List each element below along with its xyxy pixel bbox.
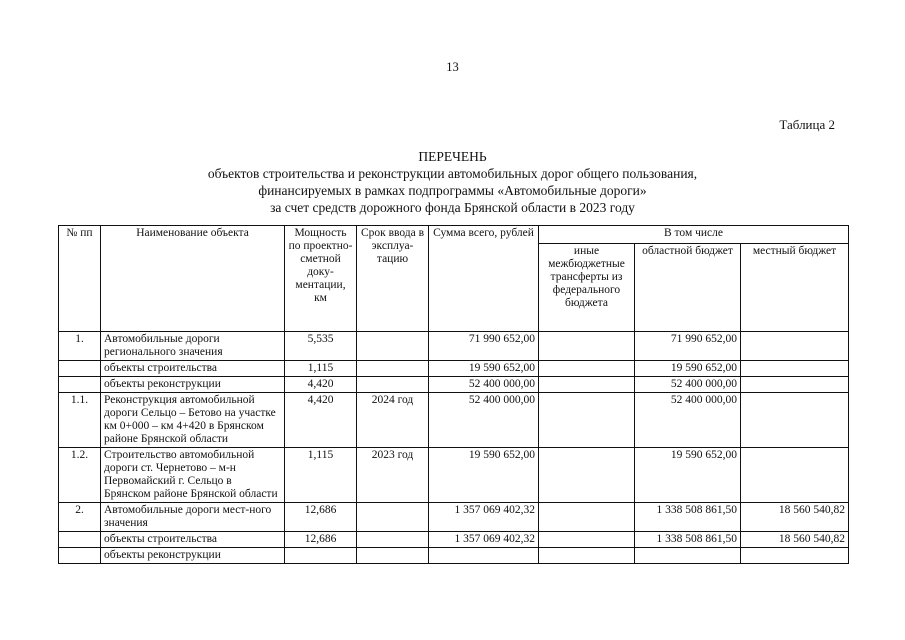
- cell-deadline: [357, 503, 429, 532]
- cell-total: 19 590 652,00: [429, 361, 539, 377]
- cell-num: 1.2.: [59, 448, 101, 503]
- cell-federal: [539, 503, 635, 532]
- cell-name: Автомобильные дороги регионального значения: [101, 332, 285, 361]
- cell-capacity: 1,115: [285, 361, 357, 377]
- cell-total: [429, 548, 539, 564]
- cell-deadline: 2024 год: [357, 393, 429, 448]
- cell-federal: [539, 377, 635, 393]
- cell-name: Реконструкция автомобильной дороги Сельцо – Бетово на участке км 0+000 – км 4+420 в Брянском районе Брянской области: [101, 393, 285, 448]
- cell-local: 18 560 540,82: [741, 503, 849, 532]
- cell-capacity: [285, 548, 357, 564]
- cell-federal: [539, 548, 635, 564]
- cell-capacity: 1,115: [285, 448, 357, 503]
- cell-deadline: [357, 332, 429, 361]
- cell-regional: 71 990 652,00: [635, 332, 741, 361]
- table-row: [59, 503, 849, 532]
- table-body: [59, 332, 849, 564]
- cell-num: [59, 548, 101, 564]
- cell-total: 52 400 000,00: [429, 393, 539, 448]
- cell-federal: [539, 332, 635, 361]
- cell-regional: 19 590 652,00: [635, 361, 741, 377]
- objects-table: [58, 225, 849, 564]
- cell-name: объекты строительства: [101, 361, 285, 377]
- document-title: [0, 148, 905, 216]
- cell-num: [59, 361, 101, 377]
- cell-num: [59, 377, 101, 393]
- table-row: [59, 361, 849, 377]
- cell-num: 2.: [59, 503, 101, 532]
- cell-num: 1.: [59, 332, 101, 361]
- cell-deadline: [357, 532, 429, 548]
- cell-regional: 52 400 000,00: [635, 377, 741, 393]
- cell-capacity: 5,535: [285, 332, 357, 361]
- cell-name: Автомобильные дороги мест-ного значения: [101, 503, 285, 532]
- table-row: [59, 377, 849, 393]
- header-including: В том числе: [539, 226, 849, 244]
- cell-regional: [635, 548, 741, 564]
- cell-federal: [539, 532, 635, 548]
- cell-total: 1 357 069 402,32: [429, 503, 539, 532]
- cell-regional: 1 338 508 861,50: [635, 503, 741, 532]
- cell-local: [741, 448, 849, 503]
- table-row: [59, 393, 849, 448]
- header-federal: иные межбюджетные трансферты из федерального бюджета: [539, 244, 635, 332]
- cell-deadline: [357, 548, 429, 564]
- cell-deadline: [357, 361, 429, 377]
- header-total: Сумма всего, рублей: [429, 226, 539, 332]
- cell-capacity: 12,686: [285, 532, 357, 548]
- title-line-4: за счет средств дорожного фонда Брянской области в 2023 году: [270, 200, 635, 215]
- cell-deadline: [357, 377, 429, 393]
- cell-regional: 1 338 508 861,50: [635, 532, 741, 548]
- cell-federal: [539, 393, 635, 448]
- title-line-2: объектов строительства и реконструкции автомобильных дорог общего пользования,: [207, 166, 698, 181]
- table-row: [59, 448, 849, 503]
- cell-deadline: 2023 год: [357, 448, 429, 503]
- cell-name: объекты реконструкции: [101, 377, 285, 393]
- header-local: местный бюджет: [741, 244, 849, 332]
- cell-federal: [539, 361, 635, 377]
- cell-capacity: 4,420: [285, 393, 357, 448]
- cell-capacity: 4,420: [285, 377, 357, 393]
- header-capacity: Мощность по проектно-сметной доку-ментации, км: [285, 226, 357, 332]
- cell-regional: 52 400 000,00: [635, 393, 741, 448]
- cell-local: 18 560 540,82: [741, 532, 849, 548]
- cell-local: [741, 393, 849, 448]
- header-regional: областной бюджет: [635, 244, 741, 332]
- cell-total: 1 357 069 402,32: [429, 532, 539, 548]
- cell-total: 52 400 000,00: [429, 377, 539, 393]
- cell-local: [741, 332, 849, 361]
- cell-num: [59, 532, 101, 548]
- cell-num: 1.1.: [59, 393, 101, 448]
- cell-total: 71 990 652,00: [429, 332, 539, 361]
- cell-local: [741, 377, 849, 393]
- header-name: Наименование объекта: [101, 226, 285, 332]
- table-row: [59, 332, 849, 361]
- title-line-3: финансируемых в рамках подпрограммы «Автомобильные дороги»: [258, 183, 647, 198]
- cell-regional: 19 590 652,00: [635, 448, 741, 503]
- header-num: № пп: [59, 226, 101, 332]
- header-deadline: Срок ввода в эксплуа-тацию: [357, 226, 429, 332]
- cell-federal: [539, 448, 635, 503]
- cell-name: объекты строительства: [101, 532, 285, 548]
- cell-local: [741, 548, 849, 564]
- cell-name: объекты реконструкции: [101, 548, 285, 564]
- page-number: 13: [446, 60, 459, 74]
- cell-capacity: 12,686: [285, 503, 357, 532]
- table-row: [59, 548, 849, 564]
- cell-total: 19 590 652,00: [429, 448, 539, 503]
- title-line-1: ПЕРЕЧЕНЬ: [418, 149, 487, 164]
- table-row: [59, 532, 849, 548]
- cell-local: [741, 361, 849, 377]
- cell-name: Строительство автомобильной дороги ст. Чернетово – м-н Первомайский г. Сельцо в Брянском районе Брянской области: [101, 448, 285, 503]
- table-caption: Таблица 2: [779, 117, 835, 132]
